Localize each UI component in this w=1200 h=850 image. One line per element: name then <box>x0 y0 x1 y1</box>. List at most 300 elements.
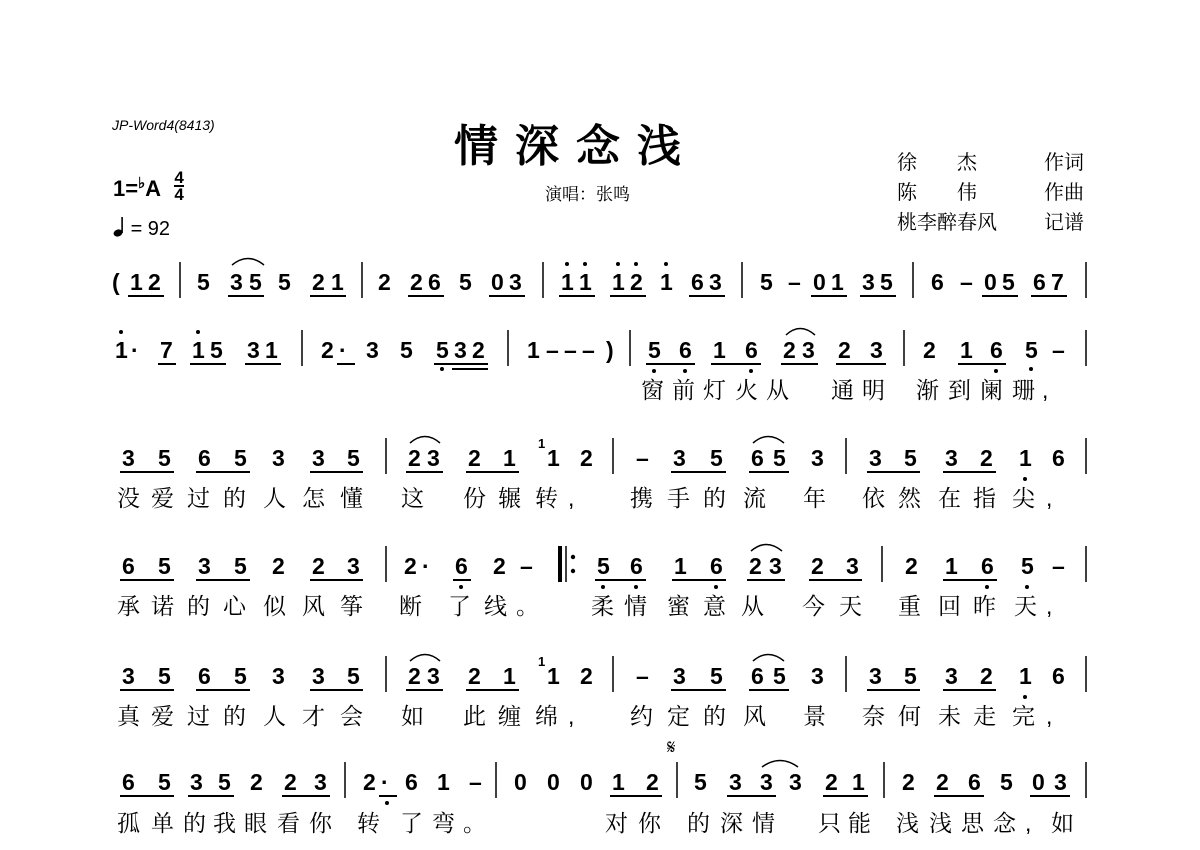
note: 5 <box>1002 269 1015 295</box>
note: 2 <box>472 337 485 363</box>
lyric: 明 <box>862 377 885 403</box>
lyric: , <box>1042 377 1049 403</box>
lyric: 未 <box>938 703 961 729</box>
lyric: 只 <box>818 810 841 836</box>
note: 1 <box>503 663 516 689</box>
lyric: 蜜 <box>667 593 690 619</box>
note: 2 <box>825 769 838 795</box>
note: 5 <box>880 269 893 295</box>
note: 1 <box>547 663 560 689</box>
lyric: 的 <box>187 593 210 619</box>
note: 1 <box>437 769 450 795</box>
note: 2 <box>580 445 593 471</box>
note: 3 <box>862 269 875 295</box>
note: 1 <box>547 445 560 471</box>
note: 5 <box>234 445 247 471</box>
tempo-mark <box>113 216 170 241</box>
note: 6 <box>931 269 944 295</box>
lyric: 单 <box>151 810 174 836</box>
lyric: 。 <box>463 810 486 836</box>
note: 2 <box>312 553 325 579</box>
tie <box>232 259 264 266</box>
key-note: A <box>145 175 161 201</box>
lyric: 过 <box>187 485 210 511</box>
note: 3 <box>729 769 742 795</box>
note: 2 <box>378 269 391 295</box>
note: 0 <box>813 269 826 295</box>
lyric: 绵 <box>535 703 558 729</box>
note: 3 <box>769 553 782 579</box>
lyric: 今 <box>802 593 825 619</box>
note: 3 <box>347 553 360 579</box>
lyric: 你 <box>638 810 661 836</box>
note: 5 <box>436 337 449 363</box>
score-row-2 <box>0 322 1200 412</box>
note: 1 <box>660 269 673 295</box>
lyric: 过 <box>187 703 210 729</box>
lyric: 的 <box>703 485 726 511</box>
note: · <box>422 553 430 579</box>
lyric: 心 <box>223 593 246 619</box>
note: 6 <box>122 769 135 795</box>
note: 6 <box>630 553 643 579</box>
note: 5 <box>234 663 247 689</box>
lyric: 定 <box>667 703 690 729</box>
note: 5 <box>158 769 171 795</box>
lyric: 看 <box>277 810 300 836</box>
lyric: 才 <box>302 703 325 729</box>
tie <box>786 329 815 336</box>
lyric: 爱 <box>151 485 174 511</box>
note: 2 <box>404 553 417 579</box>
note: 2 <box>630 269 643 295</box>
credit-role: 作词 <box>1044 150 1084 174</box>
credit-role: 作曲 <box>1044 180 1084 204</box>
note: 5 <box>197 269 210 295</box>
note: 2 <box>980 663 993 689</box>
credit-transcriber <box>897 206 1084 234</box>
lyric: 情 <box>624 593 647 619</box>
lyric: 指 <box>973 485 996 511</box>
note: 6 <box>691 269 704 295</box>
segno-sign: 𝄋 <box>667 737 676 759</box>
lyric: 转 <box>535 485 558 511</box>
lyric: 约 <box>630 703 653 729</box>
note: 1 <box>561 269 574 295</box>
note: ) <box>606 337 614 363</box>
lyric: 情 <box>752 810 775 836</box>
lyric: 了 <box>448 593 471 619</box>
flat-sign: ♭ <box>138 174 146 192</box>
note: 2 <box>580 663 593 689</box>
note: – <box>788 269 801 295</box>
note: 3 <box>427 445 440 471</box>
note: 6 <box>455 553 468 579</box>
note: 5 <box>1021 553 1034 579</box>
note: 3 <box>869 445 882 471</box>
note: – <box>1052 553 1065 579</box>
note: 5 <box>773 663 786 689</box>
note: 1 <box>674 553 687 579</box>
lyric: 份 <box>463 485 486 511</box>
note: 6 <box>981 553 994 579</box>
note: 1 <box>265 337 278 363</box>
lyric: 流 <box>743 485 766 511</box>
lyric: 阑 <box>980 377 1003 403</box>
lyric: 我 <box>213 810 236 836</box>
note: 3 <box>945 663 958 689</box>
lyric: 似 <box>263 593 286 619</box>
note: 3 <box>673 663 686 689</box>
note: 5 <box>760 269 773 295</box>
note: 3 <box>1054 769 1067 795</box>
note: 1 <box>579 269 592 295</box>
lyric: 深 <box>720 810 743 836</box>
note: – <box>1052 337 1065 363</box>
credit-name: 徐 杰 <box>897 150 977 174</box>
note: 3 <box>789 769 802 795</box>
software-label: JP-Word4(8413) <box>112 117 215 133</box>
note: – <box>520 553 533 579</box>
octave-dots <box>385 801 389 805</box>
note: 2 <box>312 269 325 295</box>
note: 2 <box>783 337 796 363</box>
note: 3 <box>312 445 325 471</box>
lyric: 从 <box>741 593 764 619</box>
lyric: 眼 <box>244 810 267 836</box>
note: 1 <box>1019 663 1032 689</box>
note: 5 <box>773 445 786 471</box>
note: 1 <box>831 269 844 295</box>
note: 2 <box>646 769 659 795</box>
key-signature <box>113 168 184 206</box>
lyric: 然 <box>898 485 921 511</box>
repeat-dots <box>571 555 575 573</box>
lyrics-line <box>117 485 1052 511</box>
lyric: , <box>1046 593 1053 619</box>
note: · <box>339 337 347 363</box>
note: 3 <box>312 663 325 689</box>
lyric: 重 <box>898 593 921 619</box>
note: – <box>636 445 649 471</box>
lyric: , <box>1046 485 1053 511</box>
note: – <box>469 769 482 795</box>
note: – <box>960 269 973 295</box>
note: 5 <box>904 663 917 689</box>
note: 5 <box>400 337 413 363</box>
note: 3 <box>811 445 824 471</box>
credit-name: 桃李醉春风 <box>897 210 997 234</box>
note: 5 <box>597 553 610 579</box>
note: 1 <box>130 269 143 295</box>
lyric: 完 <box>1012 703 1035 729</box>
note: 2 <box>408 445 421 471</box>
lyric: 对 <box>605 810 628 836</box>
tempo-value: = 92 <box>130 218 171 240</box>
note: – <box>636 663 649 689</box>
note: 2 <box>838 337 851 363</box>
note: 1 <box>115 337 128 363</box>
note: 5 <box>710 663 723 689</box>
note: 6 <box>710 553 723 579</box>
grace-note: 1 <box>538 436 546 451</box>
note: – <box>582 337 595 363</box>
lyric: , <box>568 485 575 511</box>
lyric: 手 <box>667 485 690 511</box>
score-row-6 <box>0 734 1200 844</box>
note: 3 <box>122 445 135 471</box>
tie <box>751 545 782 552</box>
note: 3 <box>802 337 815 363</box>
lyrics-line <box>117 703 1052 729</box>
note: 6 <box>122 553 135 579</box>
lyric: 景 <box>803 703 826 729</box>
lyric: 爱 <box>151 703 174 729</box>
note: 0 <box>547 769 560 795</box>
lyrics-line <box>117 593 1052 619</box>
lyric: 灯 <box>703 377 726 403</box>
singer-label: 演唱：张鸣 <box>545 185 630 205</box>
note: 3 <box>846 553 859 579</box>
lyric: 何 <box>898 703 921 729</box>
note: 3 <box>272 663 285 689</box>
lyric: 回 <box>938 593 961 619</box>
tie <box>753 437 784 444</box>
octave-dots <box>1023 695 1027 699</box>
lyric: 人 <box>263 485 286 511</box>
credit-lyricist <box>897 146 1084 174</box>
note: 5 <box>694 769 707 795</box>
note: 1 <box>960 337 973 363</box>
lyric: 风 <box>743 703 766 729</box>
lyric: 懂 <box>340 485 363 511</box>
note: 1 <box>713 337 726 363</box>
note: 2 <box>468 663 481 689</box>
tie <box>410 437 440 444</box>
lyrics-line <box>117 810 1074 836</box>
note: 5 <box>158 445 171 471</box>
lyric: 浅 <box>929 810 952 836</box>
lyric: 柔 <box>591 593 614 619</box>
note: ( <box>112 269 120 295</box>
note: – <box>564 337 577 363</box>
lyric: 奈 <box>862 703 885 729</box>
note: 0 <box>1032 769 1045 795</box>
note: 2 <box>468 445 481 471</box>
note: 6 <box>679 337 692 363</box>
note: · <box>131 337 139 363</box>
note: 6 <box>1033 269 1046 295</box>
note: 6 <box>405 769 418 795</box>
lyric: 诺 <box>151 593 174 619</box>
lyric: 的 <box>703 703 726 729</box>
note: 1 <box>1019 445 1032 471</box>
lyric: 天 <box>1014 593 1037 619</box>
lyric: 如 <box>401 703 424 729</box>
note: 2 <box>272 553 285 579</box>
underlines <box>158 364 1006 369</box>
lyric: 断 <box>399 593 422 619</box>
note: 0 <box>491 269 504 295</box>
lyric: 通 <box>831 377 854 403</box>
note: 6 <box>745 337 758 363</box>
time-bottom: 4 <box>174 185 184 204</box>
lyric: 前 <box>672 377 695 403</box>
lyric: 孤 <box>117 810 140 836</box>
lyric: 到 <box>948 377 971 403</box>
note: · <box>381 769 389 795</box>
note: 1 <box>503 445 516 471</box>
lyric: 能 <box>848 810 871 836</box>
lyric: 思 <box>961 810 984 836</box>
note: 3 <box>945 445 958 471</box>
note: 1 <box>192 337 205 363</box>
note: 1 <box>527 337 540 363</box>
lyric: 风 <box>302 593 325 619</box>
note: – <box>546 337 559 363</box>
note: 6 <box>1052 445 1065 471</box>
lyric: 筝 <box>340 593 363 619</box>
score-row-4 <box>0 538 1200 628</box>
note: 2 <box>408 663 421 689</box>
note: 3 <box>869 663 882 689</box>
lyric: 在 <box>938 485 961 511</box>
note: 6 <box>198 663 211 689</box>
credit-name: 陈 伟 <box>897 180 977 204</box>
score-row-1 <box>0 255 1200 315</box>
tie <box>753 655 784 662</box>
note: 5 <box>158 663 171 689</box>
note: 3 <box>272 445 285 471</box>
lyric: , <box>1025 810 1032 836</box>
lyric: 走 <box>973 703 996 729</box>
note: 5 <box>459 269 472 295</box>
song-title: 情深念浅 <box>454 121 698 172</box>
note: 3 <box>122 663 135 689</box>
lyric: 转 <box>357 810 380 836</box>
note: 6 <box>428 269 441 295</box>
note: 2 <box>250 769 263 795</box>
lyric: 辗 <box>498 485 521 511</box>
note: 1 <box>945 553 958 579</box>
note: 2 <box>410 269 423 295</box>
note: 5 <box>648 337 661 363</box>
score-row-5 <box>0 648 1200 738</box>
note: 5 <box>347 663 360 689</box>
note: 6 <box>751 445 764 471</box>
note: 3 <box>709 269 722 295</box>
note: 6 <box>968 769 981 795</box>
credit-role: 记谱 <box>1044 210 1084 234</box>
note: 2 <box>980 445 993 471</box>
note: 5 <box>347 445 360 471</box>
note: 3 <box>811 663 824 689</box>
lyric: 弯 <box>432 810 455 836</box>
lyrics-line <box>641 377 1048 403</box>
lyric: 这 <box>401 485 424 511</box>
note: 0 <box>580 769 593 795</box>
note: 2 <box>148 269 161 295</box>
lyric: 缠 <box>498 703 521 729</box>
note: 2 <box>749 553 762 579</box>
note: 1 <box>331 269 344 295</box>
note: 3 <box>673 445 686 471</box>
tie <box>762 761 798 768</box>
note: 5 <box>1000 769 1013 795</box>
key-prefix: 1= <box>113 175 139 201</box>
credit-composer <box>897 176 1084 204</box>
note: 3 <box>366 337 379 363</box>
time-signature <box>174 170 183 202</box>
octave-dots <box>565 262 668 266</box>
lyric: 人 <box>263 703 286 729</box>
note: 3 <box>509 269 522 295</box>
lyric: 窗 <box>641 377 664 403</box>
note: 7 <box>1051 269 1064 295</box>
note: 5 <box>234 553 247 579</box>
lyric: 线 <box>484 593 507 619</box>
grace-note: 1 <box>538 654 546 669</box>
lyric: 的 <box>687 810 710 836</box>
tie <box>410 655 440 662</box>
lyric: 的 <box>223 703 246 729</box>
note: 2 <box>363 769 376 795</box>
note: 2 <box>811 553 824 579</box>
lyric: 从 <box>766 377 789 403</box>
lyric: 念 <box>993 810 1016 836</box>
note: 5 <box>249 269 262 295</box>
lyric: 没 <box>117 485 140 511</box>
lyric: , <box>1046 703 1053 729</box>
lyric: 会 <box>340 703 363 729</box>
lyric: 。 <box>516 593 539 619</box>
note: 1 <box>612 269 625 295</box>
lyric: 承 <box>117 593 140 619</box>
lyric: 真 <box>117 703 140 729</box>
note: 3 <box>870 337 883 363</box>
note: 1 <box>612 769 625 795</box>
lyric: 你 <box>309 810 332 836</box>
lyric: 了 <box>400 810 423 836</box>
lyric: 如 <box>1051 810 1074 836</box>
lyric: 珊 <box>1012 377 1035 403</box>
note: 5 <box>218 769 231 795</box>
octave-dots <box>1023 477 1027 481</box>
note: 6 <box>198 445 211 471</box>
lyric: 昨 <box>973 593 996 619</box>
note: 3 <box>198 553 211 579</box>
lyric: 浅 <box>896 810 919 836</box>
lyric: 怎 <box>302 485 325 511</box>
note: 5 <box>710 445 723 471</box>
note: 2 <box>905 553 918 579</box>
note: 3 <box>247 337 260 363</box>
note: 2 <box>284 769 297 795</box>
note: 2 <box>902 769 915 795</box>
note: 5 <box>1025 337 1038 363</box>
note: 3 <box>454 337 467 363</box>
time-top: 4 <box>174 168 184 187</box>
note: 0 <box>984 269 997 295</box>
lyric: 此 <box>463 703 486 729</box>
lyric: 渐 <box>916 377 939 403</box>
note: 3 <box>314 769 327 795</box>
lyric: 的 <box>223 485 246 511</box>
lyric: 意 <box>703 593 726 619</box>
lyric: 火 <box>735 377 758 403</box>
note: 3 <box>190 769 203 795</box>
note: 5 <box>210 337 223 363</box>
